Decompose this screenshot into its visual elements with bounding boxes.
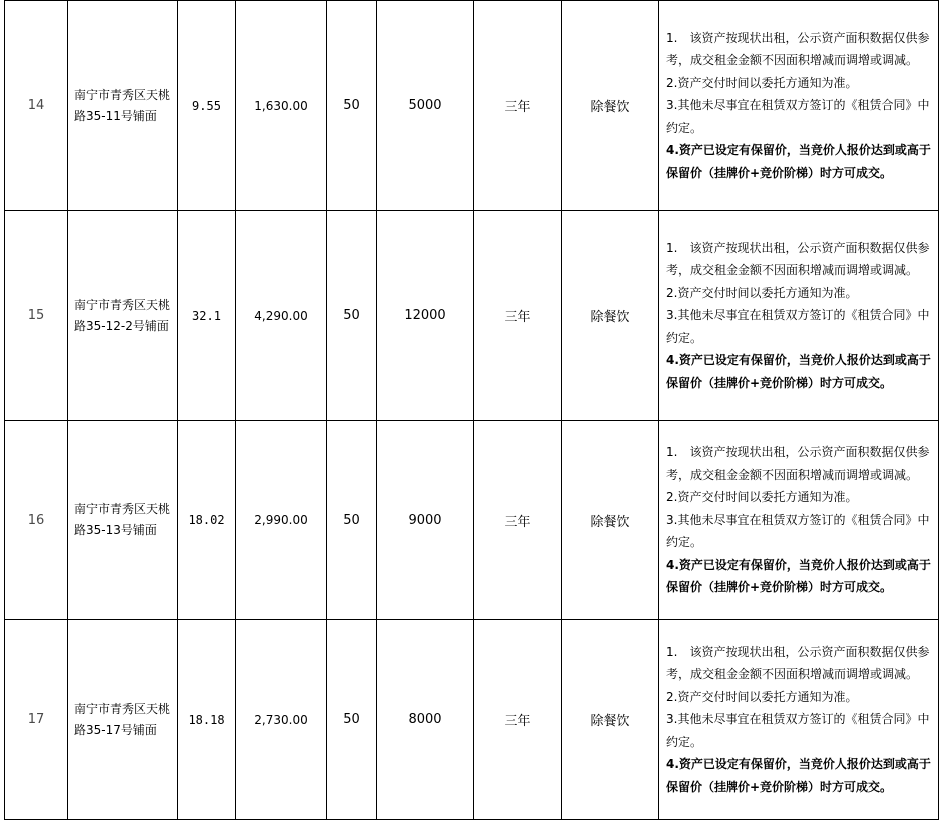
table-row xyxy=(5,620,939,820)
remark-reserve-price: 4.资产已设定有保留价，当竞价人报价达到或高于保留价（挂牌价+竞价阶梯）时方可成交。 xyxy=(666,757,931,794)
bid-increment: 50 xyxy=(327,620,377,820)
table-row xyxy=(5,421,939,620)
remark-reserve-price: 4.资产已设定有保留价，当竞价人报价达到或高于保留价（挂牌价+竞价阶梯）时方可成交。 xyxy=(666,557,931,595)
remark-line: 2.资产交付时间以委托方通知为准。 xyxy=(666,285,858,300)
remark-line: 3.其他未尽事宜在租赁双方签订的《租赁合同》中约定。 xyxy=(666,712,930,749)
asset-name: 南宁市青秀区天桃路35-11号铺面 xyxy=(68,1,178,211)
lease-term: 三年 xyxy=(474,620,562,820)
remark-reserve-price: 4.资产已设定有保留价，当竞价人报价达到或高于保留价（挂牌价+竞价阶梯）时方可成交。 xyxy=(666,143,931,180)
lease-term: 三年 xyxy=(474,1,562,211)
remark-reserve-price: 4.资产已设定有保留价，当竞价人报价达到或高于保留价（挂牌价+竞价阶梯）时方可成交。 xyxy=(666,353,931,390)
table-row xyxy=(5,211,939,421)
remark-line: 1. 该资产按现状出租，公示资产面积数据仅供参考，成交租金金额不因面积增减而调增或调减。 xyxy=(666,445,930,482)
asset-area: 9.55 xyxy=(178,1,236,211)
remark-line: 1. 该资产按现状出租，公示资产面积数据仅供参考，成交租金金额不因面积增减而调增或调减。 xyxy=(666,644,930,682)
bid-increment: 50 xyxy=(327,211,377,421)
asset-name: 南宁市青秀区天桃路35-13号铺面 xyxy=(68,421,178,620)
asset-name: 南宁市青秀区天桃路35-17号铺面 xyxy=(68,620,178,820)
remarks-cell xyxy=(659,620,939,820)
remarks-cell xyxy=(659,421,939,620)
deposit: 9000 xyxy=(377,421,474,620)
permitted-use: 除餐饮 xyxy=(562,421,659,620)
permitted-use: 除餐饮 xyxy=(562,1,659,211)
remark-line: 1. 该资产按现状出租，公示资产面积数据仅供参考，成交租金金额不因面积增减而调增或调减。 xyxy=(666,240,930,278)
remarks-cell xyxy=(659,211,939,421)
permitted-use: 除餐饮 xyxy=(562,620,659,820)
remark-line: 3.其他未尽事宜在租赁双方签订的《租赁合同》中约定。 xyxy=(666,308,930,345)
bid-increment: 50 xyxy=(327,421,377,620)
remark-line: 2.资产交付时间以委托方通知为准。 xyxy=(666,75,858,90)
deposit: 5000 xyxy=(377,1,474,211)
lease-term: 三年 xyxy=(474,421,562,620)
listing-price: 2,730.00 xyxy=(236,620,327,820)
deposit: 12000 xyxy=(377,211,474,421)
listing-price: 2,990.00 xyxy=(236,421,327,620)
table-row xyxy=(5,1,939,211)
bid-increment: 50 xyxy=(327,1,377,211)
asset-area: 32.1 xyxy=(178,211,236,421)
row-number: 14 xyxy=(5,1,68,211)
remark-line: 2.资产交付时间以委托方通知为准。 xyxy=(666,689,858,704)
remark-line: 3.其他未尽事宜在租赁双方签订的《租赁合同》中约定。 xyxy=(666,98,930,135)
remark-line: 1. 该资产按现状出租，公示资产面积数据仅供参考，成交租金金额不因面积增减而调增或调减。 xyxy=(666,30,930,68)
asset-area: 18.02 xyxy=(178,421,236,620)
row-number: 16 xyxy=(5,421,68,620)
listing-price: 1,630.00 xyxy=(236,1,327,211)
asset-listing-table xyxy=(4,0,939,820)
lease-term: 三年 xyxy=(474,211,562,421)
row-number: 17 xyxy=(5,620,68,820)
remarks-cell xyxy=(659,1,939,211)
listing-price: 4,290.00 xyxy=(236,211,327,421)
asset-name: 南宁市青秀区天桃路35-12-2号铺面 xyxy=(68,211,178,421)
deposit: 8000 xyxy=(377,620,474,820)
remark-line: 2.资产交付时间以委托方通知为准。 xyxy=(666,490,858,505)
permitted-use: 除餐饮 xyxy=(562,211,659,421)
remark-line: 3.其他未尽事宜在租赁双方签订的《租赁合同》中约定。 xyxy=(666,512,930,550)
row-number: 15 xyxy=(5,211,68,421)
asset-area: 18.18 xyxy=(178,620,236,820)
